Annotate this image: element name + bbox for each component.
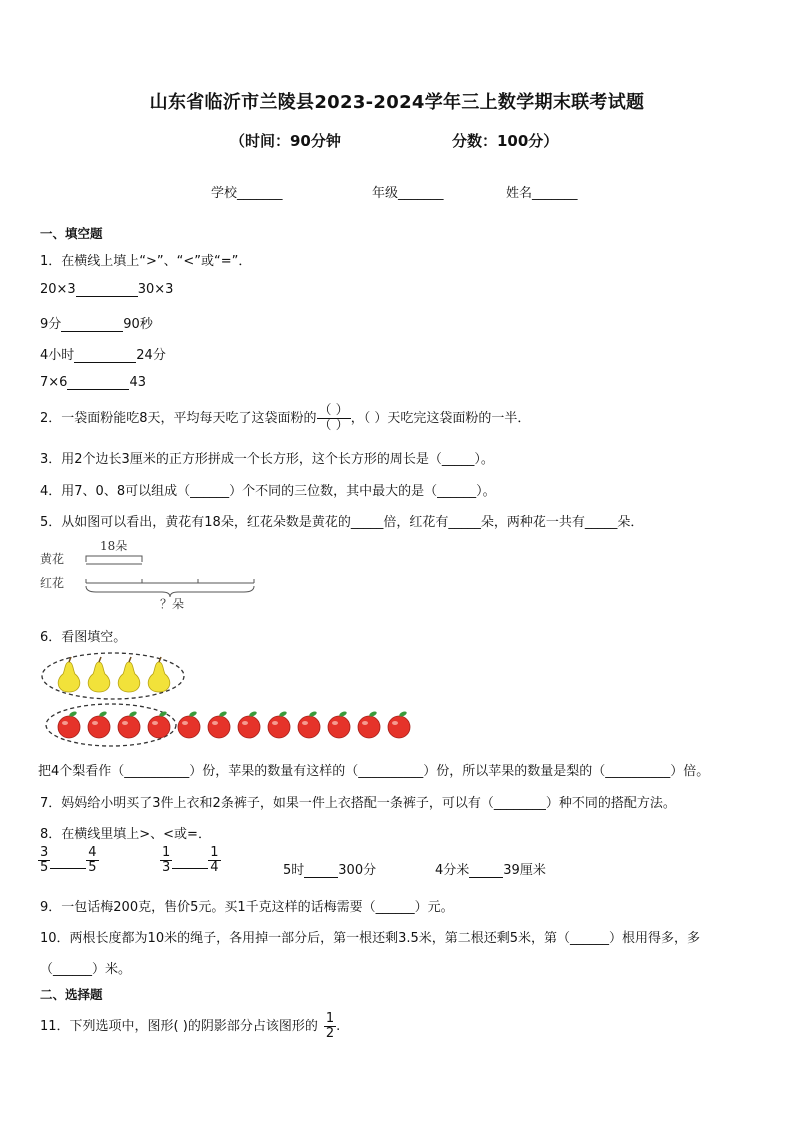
q11-before: 11．下列选项中，图形( )的阴影部分占该图形的 — [40, 1019, 318, 1034]
section-choice-heading: 二、选择题 — [40, 987, 103, 1002]
q1-item-d — [40, 375, 146, 390]
fraction-denominator: 5 — [40, 860, 49, 875]
q5-segment-diagram — [36, 536, 266, 614]
answer-blank[interactable] — [469, 865, 503, 878]
question-4: 4．用7、0、8可以组成（______）个不同的三位数，其中最大的是（______）。 — [40, 484, 496, 499]
pear-icon — [58, 657, 80, 692]
q1-item-a — [40, 282, 173, 297]
fraction — [86, 846, 98, 875]
q1a-left: 20×3 — [40, 282, 76, 297]
exam-title: 山东省临沂市兰陵县2023-2024学年三上数学期末联考试题 — [149, 92, 645, 113]
q8d-left: 4分米 — [435, 863, 470, 878]
q2-after: ，（ ）天吃完这袋面粉的一半． — [350, 411, 531, 426]
q8-item-b — [160, 846, 221, 875]
q1b-left: 9分 — [40, 317, 62, 332]
apple-icon — [58, 710, 80, 738]
fraction-numerator: 3 — [40, 845, 49, 860]
apple-group — [58, 710, 410, 738]
q5-top-label: 18朵 — [100, 539, 128, 553]
answer-blank[interactable] — [61, 319, 123, 332]
answer-blank[interactable] — [74, 350, 136, 363]
q11-fraction — [324, 1012, 336, 1041]
q1b-right: 90秒 — [123, 317, 153, 332]
q2-fraction-denominator[interactable]: （ ） — [318, 418, 349, 433]
question-11 — [40, 1012, 340, 1041]
question-10-line2: （______）米。 — [40, 962, 132, 977]
apple-icon — [208, 710, 230, 738]
apple-icon — [88, 710, 110, 738]
apple-icon — [118, 710, 140, 738]
q8-item-a — [38, 846, 99, 875]
grade-field: 年级_______ — [372, 186, 444, 201]
q6-fruit-picture — [38, 650, 428, 750]
q11-after: . — [336, 1019, 341, 1034]
pear-group — [58, 657, 170, 692]
name-field: 姓名_______ — [506, 186, 578, 201]
pear-icon — [148, 657, 170, 692]
fraction-denominator: 5 — [88, 860, 97, 875]
q5-red-brace — [86, 586, 254, 597]
q1d-left: 7×6 — [40, 375, 68, 390]
section-fill-heading: 一、填空题 — [40, 226, 103, 241]
question-6-stem: 6．看图填空。 — [40, 630, 127, 645]
q1-item-b — [40, 313, 153, 332]
q5-label-red: 红花 — [40, 576, 65, 590]
fraction-denominator: 3 — [162, 860, 171, 875]
q8c-right: 300分 — [338, 863, 377, 878]
fraction — [160, 846, 172, 875]
answer-blank[interactable] — [172, 856, 208, 869]
q1-item-c — [40, 344, 166, 363]
q8-item-d — [435, 859, 546, 878]
q5-yellow-brace — [86, 556, 142, 562]
apple-icon — [328, 710, 350, 738]
fraction-numerator: 4 — [88, 845, 97, 860]
apple-icon — [238, 710, 260, 738]
q2-fraction — [317, 404, 351, 433]
fraction-numerator: 1 — [162, 845, 171, 860]
fraction-denominator: 2 — [325, 1026, 335, 1041]
q2-fraction-numerator[interactable]: （ ） — [318, 403, 349, 418]
fraction-numerator: 1 — [325, 1011, 335, 1026]
apple-icon — [388, 710, 410, 738]
q8-item-c — [283, 859, 376, 878]
answer-blank[interactable] — [67, 377, 129, 390]
apple-icon — [178, 710, 200, 738]
question-10-line1: 10．两根长度都为10米的绳子，各用掉一部分后，第一根还剩3.5米，第二根还剩5米，第（______）根用得多，多 — [40, 931, 701, 946]
answer-blank[interactable] — [76, 284, 138, 297]
question-2 — [40, 404, 530, 433]
question-7: 7．妈妈给小明买了3件上衣和2条裤子，如果一件上衣搭配一条裤子，可以有（________）种不同的搭配方法。 — [40, 796, 676, 811]
apple-icon — [298, 710, 320, 738]
q1c-right: 24分 — [136, 348, 166, 363]
fraction-denominator: 4 — [210, 860, 219, 875]
answer-blank[interactable] — [50, 856, 86, 869]
question-1-stem: 1．在横线上填上“>”、“<”或“=”． — [40, 254, 252, 269]
apple-icon — [148, 710, 170, 738]
pear-icon — [88, 657, 110, 692]
q5-label-yellow: 黄花 — [40, 552, 65, 566]
question-8-stem: 8．在横线里填上>、<或=． — [40, 827, 211, 842]
fraction — [208, 846, 220, 875]
q8d-right: 39厘米 — [503, 863, 546, 878]
school-field: 学校_______ — [211, 186, 283, 201]
apple-icon — [358, 710, 380, 738]
q1c-left: 4小时 — [40, 348, 75, 363]
exam-score: 分数：100分） — [452, 132, 559, 150]
answer-blank[interactable] — [304, 865, 338, 878]
q8c-left: 5时 — [283, 863, 305, 878]
fraction-numerator: 1 — [210, 845, 219, 860]
question-5-text: 5．从如图可以看出，黄花有18朵，红花朵数是黄花的_____倍，红花有_____朵，两种花一共有_____朵． — [40, 515, 644, 530]
question-9: 9．一包话梅200克，售价5元。买1千克这样的话梅需要（______）元。 — [40, 900, 454, 915]
apple-icon — [268, 710, 290, 738]
q1a-right: 30×3 — [137, 282, 174, 297]
question-6-fill: 把4个梨看作（__________）份，苹果的数量有这样的（__________）份，所以苹果的数量是梨的（__________）倍。 — [38, 764, 710, 779]
pear-icon — [118, 657, 140, 692]
q1d-right: 43 — [129, 375, 146, 390]
exam-time: （时间：90分钟 — [230, 132, 341, 150]
question-3: 3．用2个边长3厘米的正方形拼成一个长方形，这个长方形的周长是（_____）。 — [40, 452, 494, 467]
q2-before: 2．一袋面粉能吃8天，平均每天吃了这袋面粉的 — [40, 411, 317, 426]
q5-bottom-label: ？朵 — [160, 597, 185, 611]
fraction — [38, 846, 50, 875]
